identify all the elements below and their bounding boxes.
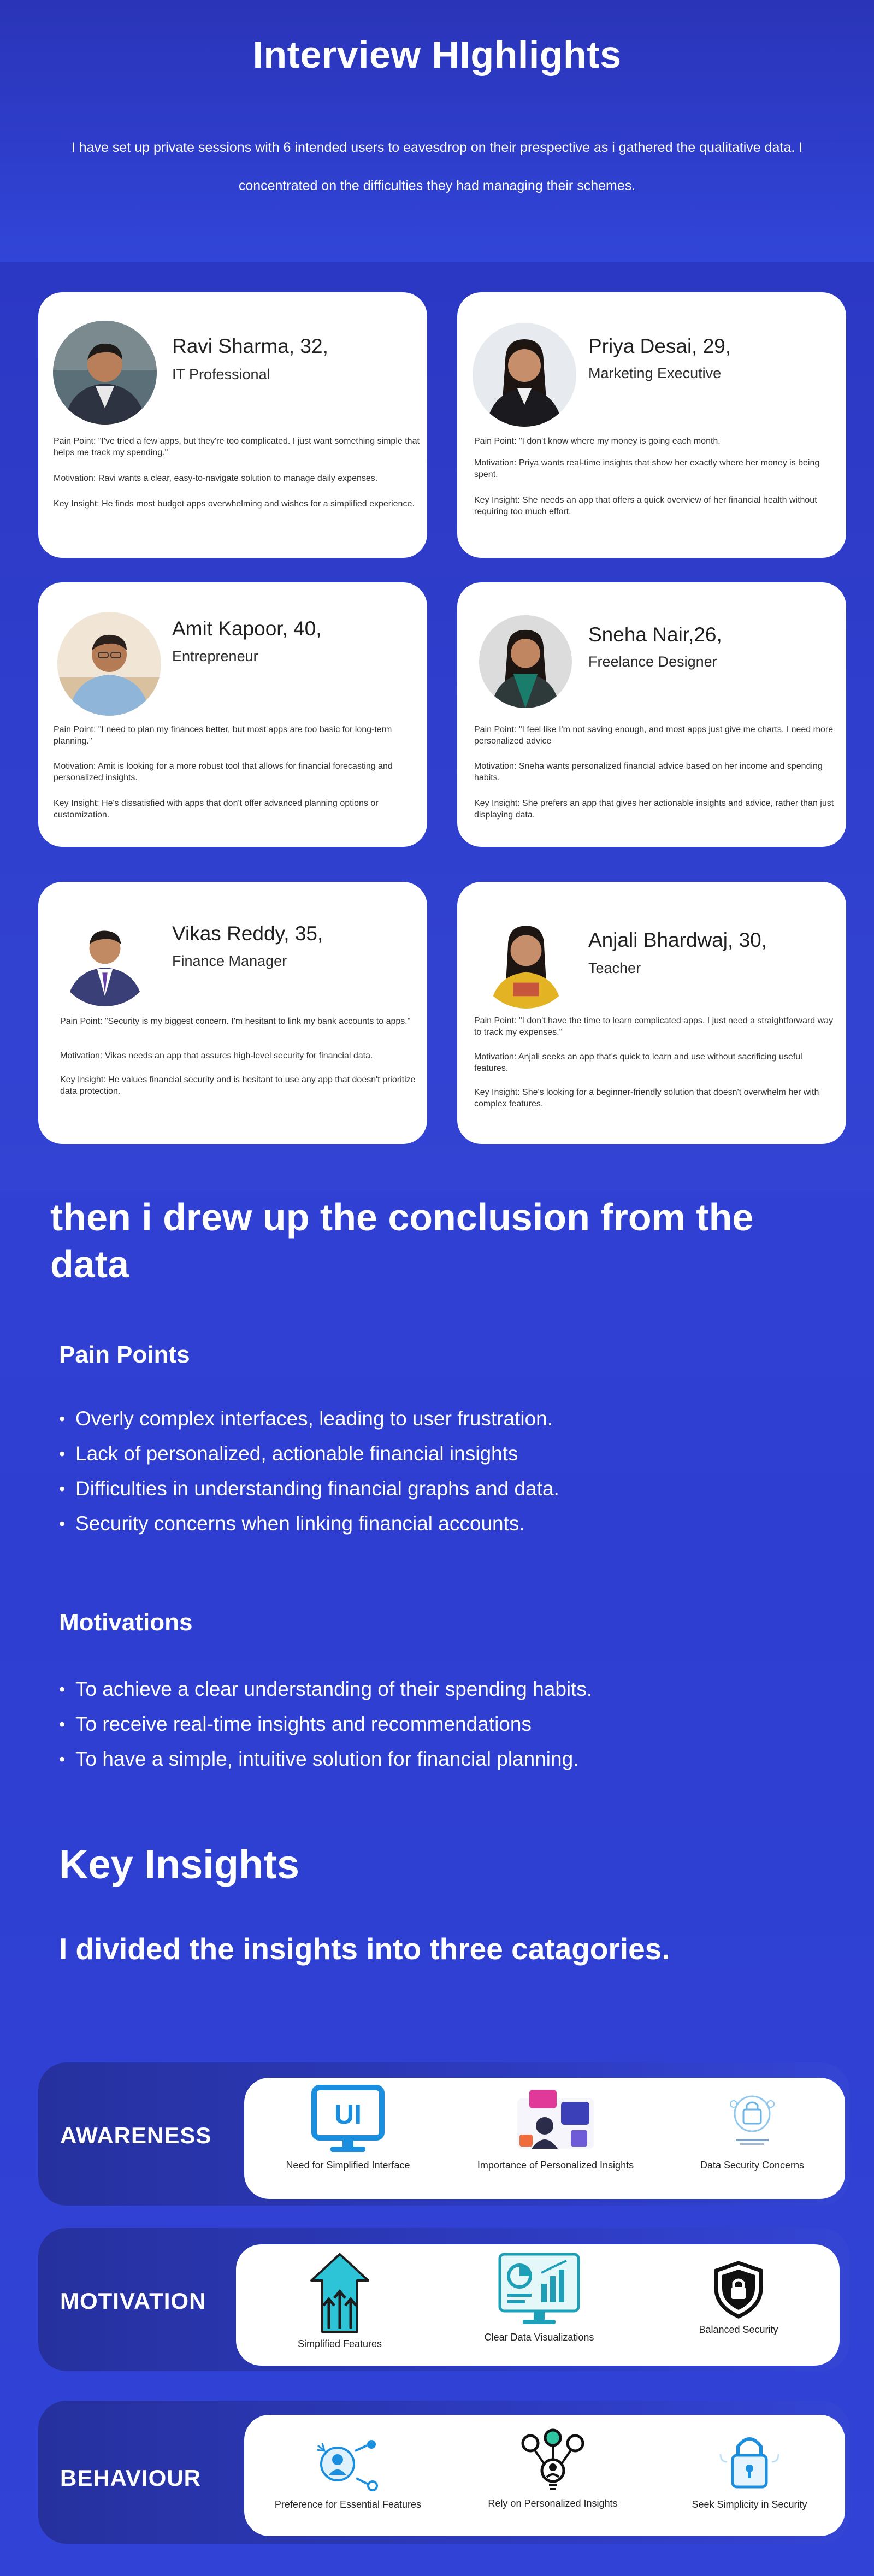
conclusion-title: then i drew up the conclusion from the data xyxy=(50,1196,754,1286)
insight-caption: Need for Simplified Interface xyxy=(286,2160,410,2171)
essential-features-icon xyxy=(312,2434,383,2495)
motivation-text: Motivation: Ravi wants a clear, easy-to-navigate solution to manage daily expenses. xyxy=(54,474,378,483)
motivation-text: Motivation: Priya wants real-time insights that show her exactly where her money is being spent. xyxy=(474,458,820,479)
insight-item xyxy=(678,2260,799,2336)
key-insights-title: Key Insights xyxy=(59,1842,299,1887)
persona-card xyxy=(38,882,427,1144)
motivations-title: Motivations xyxy=(59,1609,193,1636)
key-insights-subtitle: I divided the insights into three catagories. xyxy=(59,1932,670,1966)
persona-name: Anjali Bhardwaj, 30, xyxy=(588,929,767,951)
page-title: Interview HIghlights xyxy=(252,33,622,76)
persona-card xyxy=(38,292,427,558)
category-awareness xyxy=(38,2062,849,2206)
hero-section xyxy=(0,0,874,262)
insight-item xyxy=(277,2252,403,2350)
list-item: • Security concerns when linking financial accounts. xyxy=(59,1506,769,1541)
insight-caption: Rely on Personalized Insights xyxy=(488,2498,618,2509)
growth-arrows-icon xyxy=(307,2252,373,2334)
ui-icon-text: UI xyxy=(334,2099,362,2130)
insight-text: Key Insight: He finds most budget apps overwhelming and wishes for a simplified experience. xyxy=(54,499,415,509)
category-panel xyxy=(236,2244,840,2366)
pain-point-text: Pain Point: "Security is my biggest concern. I'm hesitant to link my bank accounts to apps." xyxy=(60,1017,411,1026)
pain-point-text: Pain Point: "I've tried a few apps, but they're too complicated. I just want something simple that helps me track my spending." xyxy=(54,437,420,457)
motivation-text: Motivation: Anjali seeks an app that's quick to learn and use without sacrificing useful features. xyxy=(474,1052,802,1073)
personalized-insights-icon xyxy=(506,2088,605,2155)
category-behaviour xyxy=(38,2401,849,2544)
list-item: • To receive real-time insights and recommendations xyxy=(59,1707,769,1742)
insight-caption: Balanced Security xyxy=(699,2324,778,2335)
category-label: MOTIVATION xyxy=(60,2288,206,2314)
motivation-text: Motivation: Vikas needs an app that assures high-level security for financial data. xyxy=(60,1051,373,1060)
avatar xyxy=(477,910,575,1009)
ui-monitor-icon xyxy=(310,2084,386,2155)
avatar xyxy=(53,321,157,425)
insight-item xyxy=(271,2434,424,2510)
insight-text: Key Insight: He values financial security and is hesitant to use any app that doesn't prioritize data protection. xyxy=(60,1075,416,1096)
persona-name: Ravi Sharma, 32, xyxy=(172,335,328,357)
avatar xyxy=(479,615,572,708)
padlock-icon xyxy=(714,2429,785,2495)
insight-caption: Preference for Essential Features xyxy=(274,2499,422,2510)
insight-caption: Seek Simplicity in Security xyxy=(692,2499,807,2510)
insight-text: Key Insight: She's looking for a beginner-friendly solution that doesn't overwhelm her with complex features. xyxy=(474,1088,819,1109)
list-item: • To achieve a clear understanding of their spending habits. xyxy=(59,1672,769,1707)
list-item: • To have a simple, intuitive solution for financial planning. xyxy=(59,1742,769,1777)
insight-item xyxy=(687,2088,818,2171)
persona-role: IT Professional xyxy=(172,366,270,382)
pain-point-text: Pain Point: "I don't have the time to learn complicated apps. I just need a straightforward way to track my expenses." xyxy=(474,1016,834,1037)
insight-caption: Importance of Personalized Insights xyxy=(477,2160,634,2171)
persona-name: Sneha Nair,26, xyxy=(588,623,722,646)
category-panel xyxy=(244,2078,845,2199)
persona-card xyxy=(457,582,846,847)
pain-points-list xyxy=(59,1401,769,1541)
persona-role: Teacher xyxy=(588,960,641,976)
persona-card xyxy=(38,582,427,847)
insight-item xyxy=(676,2429,823,2510)
list-item: • Lack of personalized, actionable financial insights xyxy=(59,1436,769,1471)
persona-name: Priya Desai, 29, xyxy=(588,335,731,357)
insight-caption: Data Security Concerns xyxy=(700,2160,805,2171)
category-label: AWARENESS xyxy=(60,2123,212,2148)
insight-text: Key Insight: She prefers an app that gives her actionable insights and advice, rather than just displaying data. xyxy=(474,799,834,820)
persona-name: Amit Kapoor, 40, xyxy=(172,617,322,640)
intro-text: I have set up private sessions with 6 intended users to eavesdrop on their prespective as i gathered the qualitative data. I concentrated on the difficulties they had managing their schemes. xyxy=(71,140,803,193)
pain-point-text: Pain Point: "I feel like I'm not saving enough, and most apps just give me charts. I need more personalized advice xyxy=(474,725,834,746)
network-insights-icon xyxy=(517,2428,588,2494)
pain-point-text: Pain Point: "I need to plan my finances better, but most apps are too basic for long-term planning." xyxy=(54,725,392,746)
insight-caption: Simplified Features xyxy=(297,2338,382,2349)
persona-card xyxy=(457,882,846,1144)
insight-item xyxy=(476,2428,629,2509)
persona-role: Entrepreneur xyxy=(172,648,258,664)
persona-role: Freelance Designer xyxy=(588,653,717,670)
data-visualization-icon xyxy=(495,2251,583,2327)
motivation-text: Motivation: Amit is looking for a more robust tool that allows for financial forecasting and personalized insights. xyxy=(54,762,393,782)
list-item: • Difficulties in understanding financial graphs and data. xyxy=(59,1471,769,1506)
persona-role: Finance Manager xyxy=(172,953,287,969)
pain-points-title: Pain Points xyxy=(59,1341,190,1368)
avatar xyxy=(473,323,576,427)
data-security-icon xyxy=(719,2088,785,2155)
insight-caption: Clear Data Visualizations xyxy=(484,2332,594,2343)
insight-item xyxy=(282,2084,414,2171)
insight-item xyxy=(474,2088,637,2171)
insight-text: Key Insight: He's dissatisfied with apps that don't offer advanced planning options or customization. xyxy=(54,799,379,820)
category-motivation xyxy=(38,2228,849,2371)
insight-item xyxy=(468,2251,610,2343)
motivation-text: Motivation: Sneha wants personalized financial advice based on her income and spending habits. xyxy=(474,762,823,782)
category-label: BEHAVIOUR xyxy=(60,2465,201,2491)
persona-card xyxy=(457,292,846,558)
security-shield-icon xyxy=(708,2260,769,2320)
list-item: • Overly complex interfaces, leading to user frustration. xyxy=(59,1401,769,1436)
pain-point-text: Pain Point: "I don't know where my money is going each month. xyxy=(474,437,721,446)
avatar xyxy=(56,908,154,1006)
category-panel xyxy=(244,2415,845,2536)
avatar xyxy=(57,612,161,716)
insight-text: Key Insight: She needs an app that offers a quick overview of her financial health without requiring too much effort. xyxy=(474,496,817,516)
persona-role: Marketing Executive xyxy=(588,365,722,381)
motivations-list xyxy=(59,1672,769,1777)
persona-name: Vikas Reddy, 35, xyxy=(172,922,323,945)
